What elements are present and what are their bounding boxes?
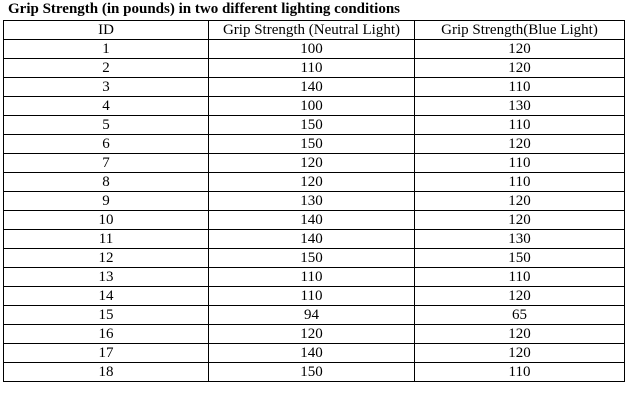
id-cell: 18	[4, 363, 209, 382]
id-cell: 1	[4, 40, 209, 59]
blue-light-cell: 120	[415, 135, 625, 154]
neutral-light-cell: 110	[209, 268, 415, 287]
id-cell: 6	[4, 135, 209, 154]
blue-light-cell: 110	[415, 154, 625, 173]
id-cell: 5	[4, 116, 209, 135]
grip-strength-table	[3, 20, 625, 382]
table-row	[4, 230, 625, 249]
blue-light-cell: 65	[415, 306, 625, 325]
table-row	[4, 40, 625, 59]
id-cell: 4	[4, 97, 209, 116]
neutral-light-cell: 120	[209, 173, 415, 192]
table-row	[4, 249, 625, 268]
blue-light-cell: 110	[415, 268, 625, 287]
table-row	[4, 287, 625, 306]
table-body	[4, 40, 625, 382]
blue-light-cell: 120	[415, 59, 625, 78]
neutral-light-cell: 110	[209, 287, 415, 306]
id-cell: 14	[4, 287, 209, 306]
header-id: ID	[4, 21, 209, 40]
blue-light-cell: 120	[415, 344, 625, 363]
blue-light-cell: 120	[415, 287, 625, 306]
id-cell: 8	[4, 173, 209, 192]
id-cell: 12	[4, 249, 209, 268]
blue-light-cell: 110	[415, 173, 625, 192]
neutral-light-cell: 120	[209, 325, 415, 344]
header-row	[4, 21, 625, 40]
neutral-light-cell: 150	[209, 116, 415, 135]
blue-light-cell: 120	[415, 40, 625, 59]
id-cell: 10	[4, 211, 209, 230]
table-row	[4, 116, 625, 135]
id-cell: 17	[4, 344, 209, 363]
neutral-light-cell: 120	[209, 154, 415, 173]
blue-light-cell: 120	[415, 192, 625, 211]
table-row	[4, 173, 625, 192]
neutral-light-cell: 140	[209, 344, 415, 363]
id-cell: 2	[4, 59, 209, 78]
id-cell: 3	[4, 78, 209, 97]
blue-light-cell: 120	[415, 211, 625, 230]
neutral-light-cell: 110	[209, 59, 415, 78]
header-neutral-light: Grip Strength (Neutral Light)	[209, 21, 415, 40]
neutral-light-cell: 150	[209, 135, 415, 154]
neutral-light-cell: 130	[209, 192, 415, 211]
blue-light-cell: 120	[415, 325, 625, 344]
neutral-light-cell: 140	[209, 230, 415, 249]
blue-light-cell: 150	[415, 249, 625, 268]
table-row	[4, 154, 625, 173]
table-row	[4, 135, 625, 154]
neutral-light-cell: 140	[209, 211, 415, 230]
table-row	[4, 268, 625, 287]
blue-light-cell: 130	[415, 230, 625, 249]
blue-light-cell: 110	[415, 363, 625, 382]
table-row	[4, 325, 625, 344]
table-row	[4, 78, 625, 97]
neutral-light-cell: 100	[209, 40, 415, 59]
table-row	[4, 192, 625, 211]
id-cell: 16	[4, 325, 209, 344]
id-cell: 13	[4, 268, 209, 287]
table-row	[4, 363, 625, 382]
blue-light-cell: 130	[415, 97, 625, 116]
id-cell: 9	[4, 192, 209, 211]
table-row	[4, 211, 625, 230]
neutral-light-cell: 140	[209, 78, 415, 97]
blue-light-cell: 110	[415, 116, 625, 135]
neutral-light-cell: 100	[209, 97, 415, 116]
neutral-light-cell: 150	[209, 249, 415, 268]
table-row	[4, 97, 625, 116]
blue-light-cell: 110	[415, 78, 625, 97]
id-cell: 7	[4, 154, 209, 173]
table-row	[4, 344, 625, 363]
table-row	[4, 59, 625, 78]
id-cell: 11	[4, 230, 209, 249]
table-title: Grip Strength (in pounds) in two different lighting conditions	[8, 1, 401, 17]
table-row	[4, 306, 625, 325]
id-cell: 15	[4, 306, 209, 325]
header-blue-light: Grip Strength(Blue Light)	[415, 21, 625, 40]
neutral-light-cell: 150	[209, 363, 415, 382]
neutral-light-cell: 94	[209, 306, 415, 325]
